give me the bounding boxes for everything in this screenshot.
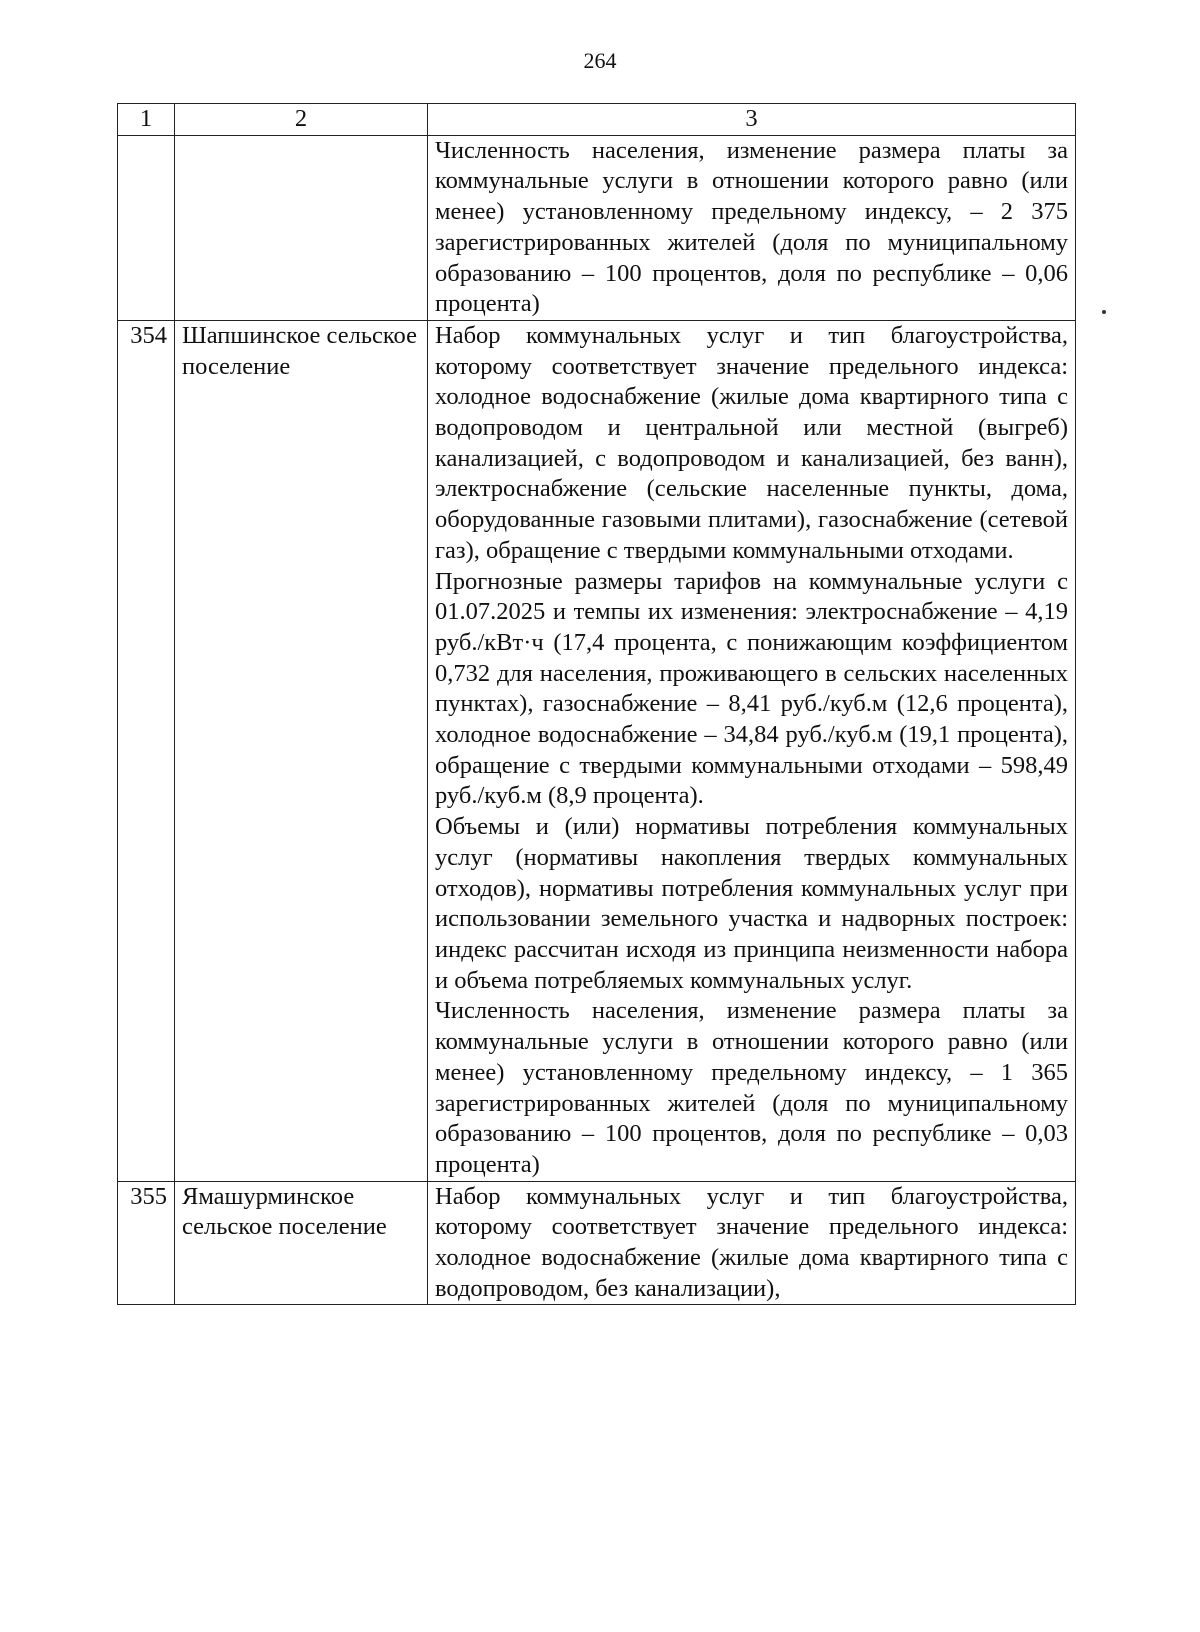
column-header-1: 1 [118, 104, 175, 136]
municipality-name [175, 135, 428, 320]
page-number: 264 [583, 48, 617, 73]
municipality-name: Ямашурминское сельское поселение [175, 1181, 428, 1305]
column-header-3: 3 [428, 104, 1076, 136]
description-paragraph: Набор коммунальных услуг и тип благоустройства, которому соответствует значение предельного индекса: холодное водоснабжение (жилые дома квартирного типа с водопроводом и центральной или местной (выгреб) канализацией, с водопроводом и канализацией, без ванн), электроснабжение (сельские населенные пункты, дома, оборудованные газовыми плитами), газоснабжение (сетевой газ), обращение с твердыми коммунальными отходами. [435, 321, 1068, 564]
row-number: 355 [118, 1181, 175, 1305]
description-paragraph: Численность населения, изменение размера платы за коммунальные услуги в отношении которого равно (или менее) установленному предельному индексу, – 2 375 зарегистрированных жителей (доля по муниципальному образованию – 100 процентов, доля по республике – 0,06 процента) [435, 136, 1068, 318]
column-header-2: 2 [175, 104, 428, 136]
description-cell [428, 1181, 1076, 1305]
description-cell [428, 135, 1076, 320]
description-paragraph: Численность населения, изменение размера платы за коммунальные услуги в отношении которого равно (или менее) установленному предельному индексу, – 1 365 зарегистрированных жителей (доля по муниципальному образованию – 100 процентов, доля по республике – 0,03 процента) [435, 997, 1068, 1178]
municipality-name: Шапшинское сельское поселение [175, 320, 428, 1181]
description-paragraph: Прогнозные размеры тарифов на коммунальные услуги с 01.07.2025 и темпы их изменения: электроснабжение – 4,19 руб./кВт·ч (17,4 процента, с понижающим коэффициентом 0,732 для населения, проживающего в сельских населенных пунктах), газоснабжение – 8,41 руб./куб.м (12,6 процента), холодное водоснабжение – 34,84 руб./куб.м (19,1 процента), обращение с твердыми коммунальными отходами – 598,49 руб./куб.м (8,9 процента). [435, 567, 1068, 810]
table-row [118, 1181, 1076, 1305]
table-row [118, 135, 1076, 320]
table-row [118, 320, 1076, 1181]
table-header-row [118, 104, 1076, 136]
description-cell [428, 320, 1076, 1181]
row-number: 354 [118, 320, 175, 1181]
tariff-table [117, 103, 1076, 1305]
description-paragraph: Набор коммунальных услуг и тип благоустройства, которому соответствует значение предельного индекса: холодное водоснабжение (жилые дома квартирного типа с водопроводом, без канализации), [435, 1182, 1068, 1302]
row-number [118, 135, 175, 320]
description-paragraph: Объемы и (или) нормативы потребления коммунальных услуг (нормативы накопления твердых коммунальных отходов), нормативы потребления коммунальных услуг при использовании земельного участка и надворных построек: индекс рассчитан исходя из принципа неизменности набора и объема потребляемых коммунальных услуг. [435, 813, 1068, 994]
scan-speck [1102, 310, 1106, 314]
